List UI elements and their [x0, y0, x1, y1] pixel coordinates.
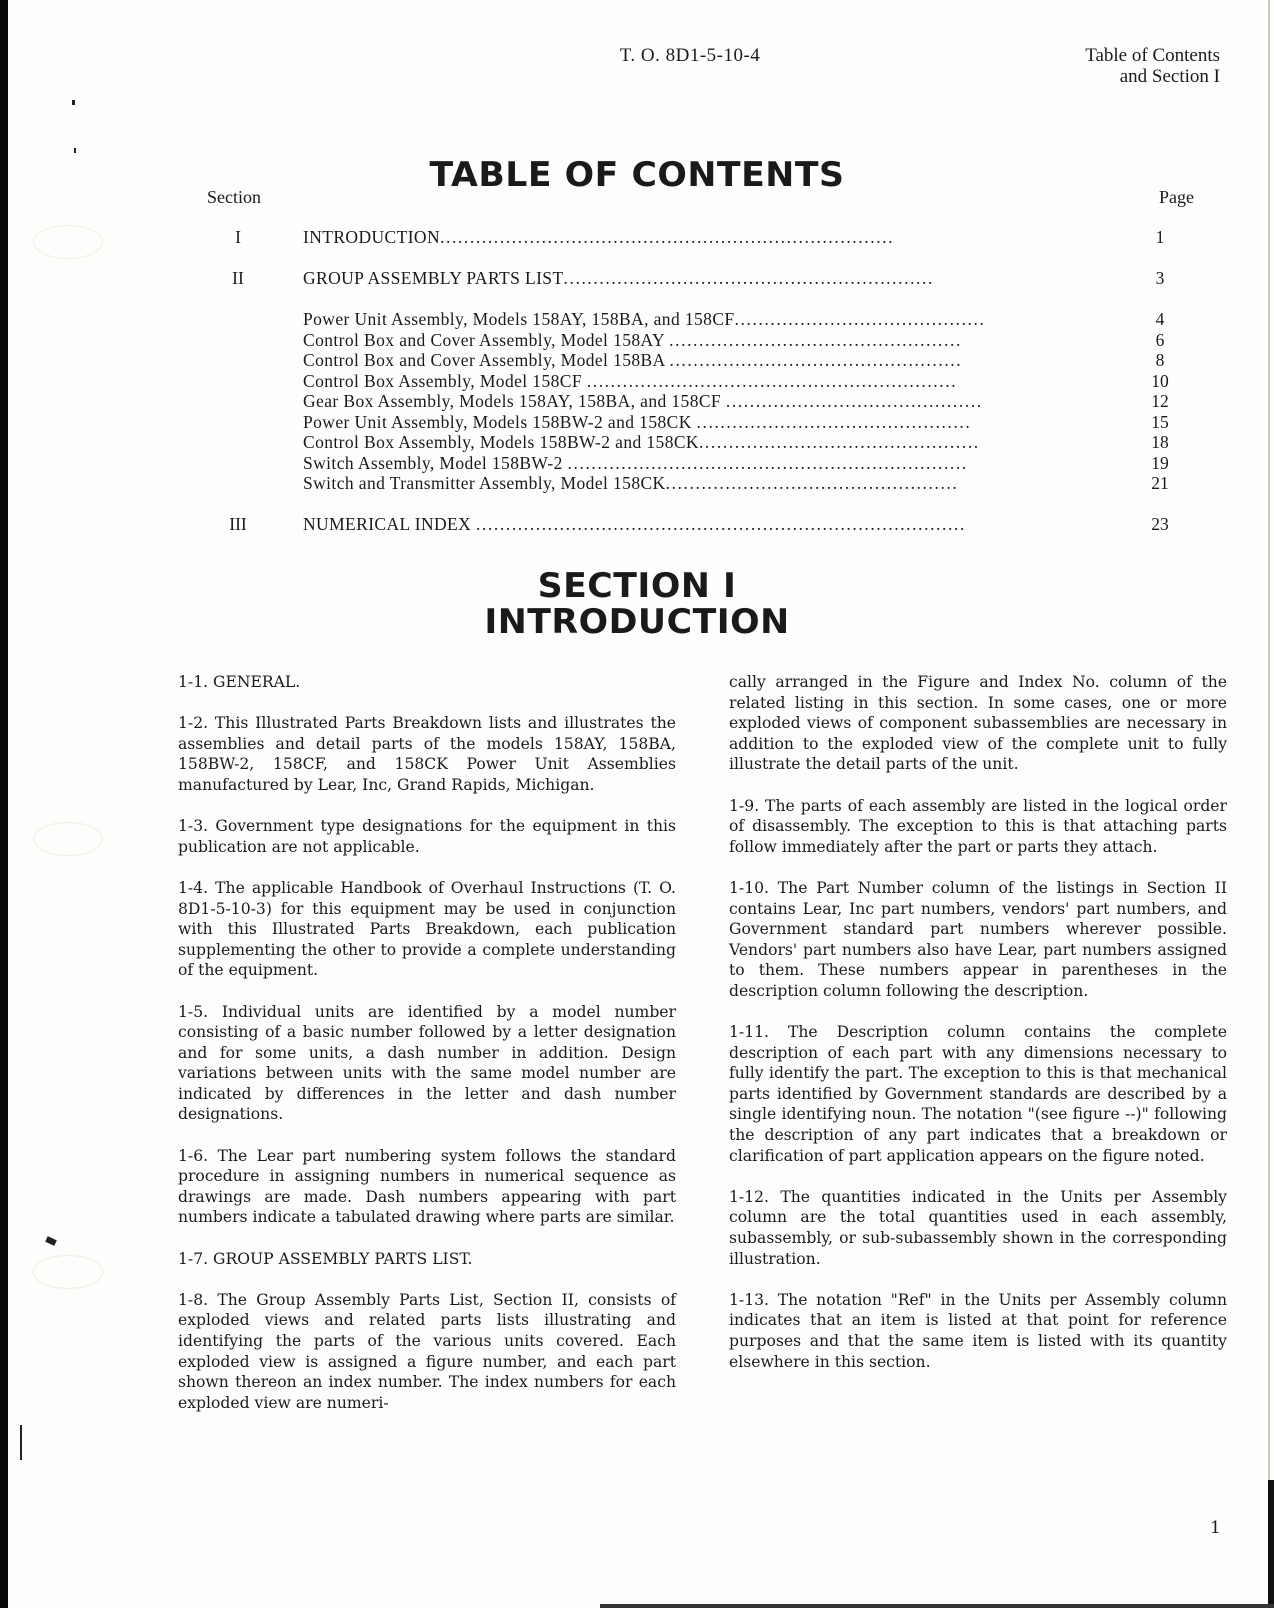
- paragraph: 1-2. This Illustrated Parts Breakdown lists and illustrates the assemblies and detail parts of the models 158AY, 158BA, 158BW-2, 158CF, and 158CK Power Unit Assemblies manufactured by Lear, Inc, Grand Rapids, Michigan.: [178, 714, 676, 794]
- toc-title: TABLE OF CONTENTS: [429, 155, 845, 195]
- toc-leader-dots: ...................................................................: [567, 453, 968, 473]
- punch-hole: [33, 822, 103, 856]
- scan-left-edge: [0, 0, 8, 1608]
- toc-entry-section-number: II: [232, 268, 244, 288]
- toc-entry-page: 4: [1155, 309, 1165, 329]
- toc-entry-title-text: Switch and Transmitter Assembly, Model 158CK: [303, 473, 666, 493]
- body-column-left: [178, 672, 676, 1434]
- paragraph: 1-7. GROUP ASSEMBLY PARTS LIST.: [178, 1249, 473, 1268]
- paragraph: 1-8. The Group Assembly Parts List, Section II, consists of exploded views and related parts lists illustrating and identifying the parts of the various units covered. Each exploded view is assigned a figure number, and each part shown thereon an index number. The index numbers for each exploded view are numeri-: [178, 1290, 676, 1412]
- scan-speck: [20, 1425, 22, 1460]
- toc-entry-title-text: NUMERICAL INDEX: [303, 514, 476, 534]
- running-header: [1085, 45, 1220, 87]
- toc-entry-title-text: INTRODUCTION: [303, 227, 441, 247]
- toc-entry[interactable]: [200, 453, 1190, 473]
- section-title: [0, 568, 1274, 640]
- toc-entry-title-text: Control Box and Cover Assembly, Model 158BA: [303, 350, 670, 370]
- toc-entry-title: [303, 268, 1113, 288]
- toc-entry-page: 3: [1155, 268, 1165, 288]
- toc-entry[interactable]: [200, 371, 1190, 391]
- toc-entry-title-text: Gear Box Assembly, Models 158AY, 158BA, and 158CF: [303, 391, 726, 411]
- paragraph: 1-4. The applicable Handbook of Overhaul Instructions (T. O. 8D1-5-10-3) for this equipment may be used in conjunction with this Illustrated Parts Breakdown, each publication supplementing the other to provide a complete understanding of the equipment.: [178, 878, 676, 980]
- toc-entry-title: [303, 412, 1113, 432]
- toc-leader-dots: .................................................: [669, 330, 962, 350]
- paragraph: 1-13. The notation "Ref" in the Units per Assembly column indicates that an item is listed at that point for reference purposes and that the same item is listed with its quantity elsewhere in this section.: [729, 1290, 1227, 1371]
- toc-entry[interactable]: [200, 432, 1190, 452]
- toc-entry-title-text: Control Box and Cover Assembly, Model 158AY: [303, 330, 670, 350]
- paragraph: 1-9. The parts of each assembly are listed in the logical order of disassembly. The exception to this is that attaching parts follow immediately after the part or parts they attach.: [729, 796, 1227, 856]
- scan-speck: [72, 100, 75, 105]
- running-header-line1: Table of Contents: [1085, 45, 1220, 66]
- punch-hole: [33, 1255, 103, 1289]
- scan-speck: [74, 148, 76, 153]
- toc-entry[interactable]: [200, 227, 1190, 247]
- scan-right-edge: [1268, 0, 1270, 1608]
- toc-entry[interactable]: [200, 473, 1190, 493]
- toc-entry[interactable]: [200, 330, 1190, 350]
- toc-entry-title: [303, 371, 1113, 391]
- section-title-line2: INTRODUCTION: [484, 602, 790, 642]
- toc-leader-dots: .................................................: [665, 473, 959, 493]
- toc-entry[interactable]: [200, 514, 1190, 534]
- toc-leader-dots: .................................................: [669, 350, 963, 370]
- toc-entry-title-text: Control Box Assembly, Model 158CF: [303, 371, 587, 391]
- paragraph: 1-12. The quantities indicated in the Units per Assembly column are the total quantities used in each assembly, subassembly, or sub-subassembly shown in the corresponding illustration.: [729, 1187, 1227, 1268]
- toc-entry[interactable]: [200, 309, 1190, 329]
- toc-entry-page: 15: [1151, 412, 1169, 432]
- toc-entry[interactable]: [200, 268, 1190, 288]
- toc-entry-page: 10: [1151, 371, 1169, 391]
- toc-leader-dots: ............................................................................: [440, 227, 895, 247]
- toc-leader-dots: ..................................................................................: [475, 514, 966, 534]
- toc-entry-title-text: Power Unit Assembly, Models 158BW-2 and 158CK: [303, 412, 697, 432]
- toc-entry-title-text: GROUP ASSEMBLY PARTS LIST: [303, 268, 564, 288]
- toc-entry-title: [303, 330, 1113, 350]
- toc-entry-title: [303, 432, 1113, 452]
- toc-entry-title: [303, 309, 1113, 329]
- paragraph: cally arranged in the Figure and Index No. column of the related listing in this section. In some cases, one or more exploded views of component subassemblies are necessary in addition to the exploded view of the complete unit to fully illustrate the detail parts of the unit.: [729, 673, 1227, 774]
- toc-entry-page: 23: [1151, 514, 1169, 534]
- toc-page-column-header: Page: [1159, 187, 1194, 207]
- toc-entry-title-text: Power Unit Assembly, Models 158AY, 158BA, and 158CF: [303, 309, 735, 329]
- toc-leader-dots: ...............................................: [698, 432, 980, 452]
- toc-entry[interactable]: [200, 412, 1190, 432]
- toc-entry-title: [303, 391, 1113, 411]
- page-number: 1: [1210, 1518, 1221, 1538]
- toc-entry-title: [303, 453, 1113, 473]
- toc-entry[interactable]: [200, 350, 1190, 370]
- toc-entry-section-number: I: [235, 227, 241, 247]
- paragraph: 1-5. Individual units are identified by a model number consisting of a basic number followed by a letter designation and for some units, a dash number in addition. Design variations between units with the same model number are indicated by differences in the letter and dash number designations.: [178, 1002, 676, 1124]
- scan-speck: [45, 1236, 57, 1246]
- toc-entry-title: [303, 514, 1113, 534]
- running-header-line2: and Section I: [1119, 66, 1220, 87]
- toc-entry-page: 12: [1151, 391, 1169, 411]
- toc-leader-dots: ..............................................: [696, 412, 972, 432]
- toc-entry-page: 18: [1151, 432, 1169, 452]
- paragraph: 1-3. Government type designations for the equipment in this publication are not applicable.: [178, 817, 676, 856]
- toc-section-column-header: Section: [207, 187, 261, 207]
- toc-leader-dots: ..............................................................: [563, 268, 934, 288]
- paragraph: 1-10. The Part Number column of the listings in Section II contains Lear, Inc part numbers, vendors' part numbers, and Government standard part numbers wherever possible. Vendors' part numbers also have Lear, part numbers assigned to them. These numbers appear in parentheses in the description column following the description.: [729, 878, 1227, 1000]
- toc-leader-dots: ..........................................: [734, 309, 986, 329]
- toc-entry-page: 21: [1151, 473, 1169, 493]
- body-column-right: [729, 672, 1227, 1393]
- document-number: T. O. 8D1-5-10-4: [619, 45, 761, 66]
- toc-entry-page: 8: [1155, 350, 1165, 370]
- scan-corner-shadow: [1268, 1480, 1274, 1608]
- punch-hole: [33, 225, 103, 259]
- toc-entry[interactable]: [200, 391, 1190, 411]
- paragraph: 1-1. GENERAL.: [178, 673, 301, 691]
- toc-entry-page: 6: [1155, 330, 1165, 350]
- paragraph: 1-11. The Description column contains the complete description of each part with any dimensions necessary to fully identify the part. The exception to this is that mechanical parts identified by Government standards are described by a single identifying noun. The notation "(see figure --)" following the description of any part indicates that a breakdown or clarification of part application appears on the figure noted.: [729, 1023, 1227, 1165]
- toc-leader-dots: ..............................................................: [586, 371, 958, 391]
- scan-bottom-edge: [600, 1604, 1274, 1608]
- toc-entry-title: [303, 227, 1113, 247]
- toc-entry-section-number: III: [229, 514, 247, 534]
- toc-entry-title: [303, 473, 1113, 493]
- toc-entry-page: 19: [1151, 453, 1169, 473]
- toc-entry-title-text: Control Box Assembly, Models 158BW-2 and 158CK: [303, 432, 699, 452]
- toc-entry-title-text: Switch Assembly, Model 158BW-2: [303, 453, 568, 473]
- toc-entry-title: [303, 350, 1113, 370]
- section-title-line1: SECTION I: [537, 566, 737, 606]
- paragraph: 1-6. The Lear part numbering system follows the standard procedure in assigning numbers in numerical sequence as drawings are made. Dash numbers appearing with part numbers indicate a tabulated drawing where parts are similar.: [178, 1146, 676, 1227]
- toc-leader-dots: ...........................................: [725, 391, 983, 411]
- toc-entry-page: 1: [1155, 227, 1165, 247]
